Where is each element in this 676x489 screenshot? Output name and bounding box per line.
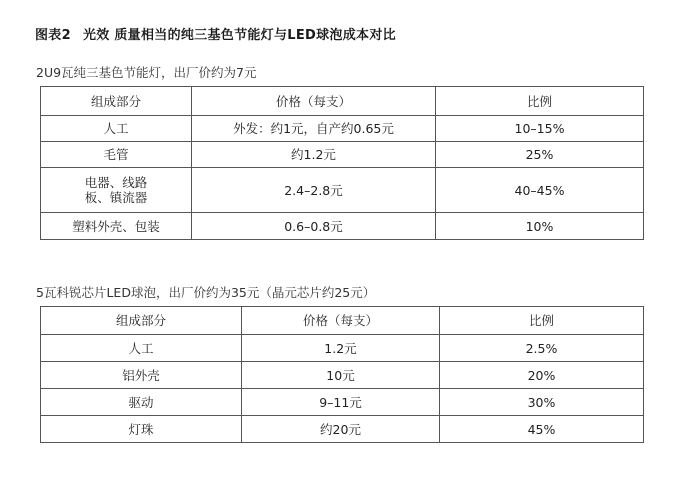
figure-title bbox=[35, 24, 396, 43]
cell-ratio: 2.5% bbox=[440, 335, 644, 362]
cell-price: 外发：约1元，自产约0.65元 bbox=[192, 116, 436, 142]
cell-price: 约20元 bbox=[242, 416, 440, 443]
cell-component: 塑料外壳、包装 bbox=[41, 213, 192, 240]
cell-ratio: 30% bbox=[440, 389, 644, 416]
cell-price: 2.4–2.8元 bbox=[192, 168, 436, 213]
cell-component: 人工 bbox=[41, 116, 192, 142]
cell-component: 毛管 bbox=[41, 142, 192, 168]
table-row bbox=[41, 142, 644, 168]
cell-component: 人工 bbox=[41, 335, 242, 362]
cell-component: 铝外壳 bbox=[41, 362, 242, 389]
cell-price: 10元 bbox=[242, 362, 440, 389]
cell-price: 约1.2元 bbox=[192, 142, 436, 168]
table-header-row bbox=[41, 87, 644, 116]
header-component: 组成部分 bbox=[41, 87, 192, 116]
table2-caption: 5瓦科锐芯片LED球泡，出厂价约为35元（晶元芯片约25元） bbox=[36, 285, 376, 300]
figure-label: 图表2 bbox=[35, 28, 71, 43]
cell-ratio: 20% bbox=[440, 362, 644, 389]
header-component: 组成部分 bbox=[41, 307, 242, 335]
cfl-cost-table bbox=[40, 86, 644, 240]
table-row bbox=[41, 168, 644, 213]
table-header-row bbox=[41, 307, 644, 335]
table-row bbox=[41, 416, 644, 443]
cell-ratio: 40–45% bbox=[436, 168, 644, 213]
header-price: 价格（每支） bbox=[192, 87, 436, 116]
cell-component: 电器、线路 板、镇流器 bbox=[41, 168, 192, 213]
cell-ratio: 10–15% bbox=[436, 116, 644, 142]
table-row bbox=[41, 116, 644, 142]
cell-component: 灯珠 bbox=[41, 416, 242, 443]
table-row bbox=[41, 389, 644, 416]
table-row bbox=[41, 213, 644, 240]
cell-ratio: 10% bbox=[436, 213, 644, 240]
table-row bbox=[41, 335, 644, 362]
led-cost-table bbox=[40, 306, 644, 443]
header-ratio: 比例 bbox=[436, 87, 644, 116]
figure-title-text: 光效 质量相当的纯三基色节能灯与LED球泡成本对比 bbox=[82, 28, 396, 43]
cell-component: 驱动 bbox=[41, 389, 242, 416]
cell-ratio: 45% bbox=[440, 416, 644, 443]
cell-price: 0.6–0.8元 bbox=[192, 213, 436, 240]
header-ratio: 比例 bbox=[440, 307, 644, 335]
cell-price: 1.2元 bbox=[242, 335, 440, 362]
cell-ratio: 25% bbox=[436, 142, 644, 168]
table1-caption: 2U9瓦纯三基色节能灯，出厂价约为7元 bbox=[36, 65, 257, 80]
table-row bbox=[41, 362, 644, 389]
header-price: 价格（每支） bbox=[242, 307, 440, 335]
cell-price: 9–11元 bbox=[242, 389, 440, 416]
